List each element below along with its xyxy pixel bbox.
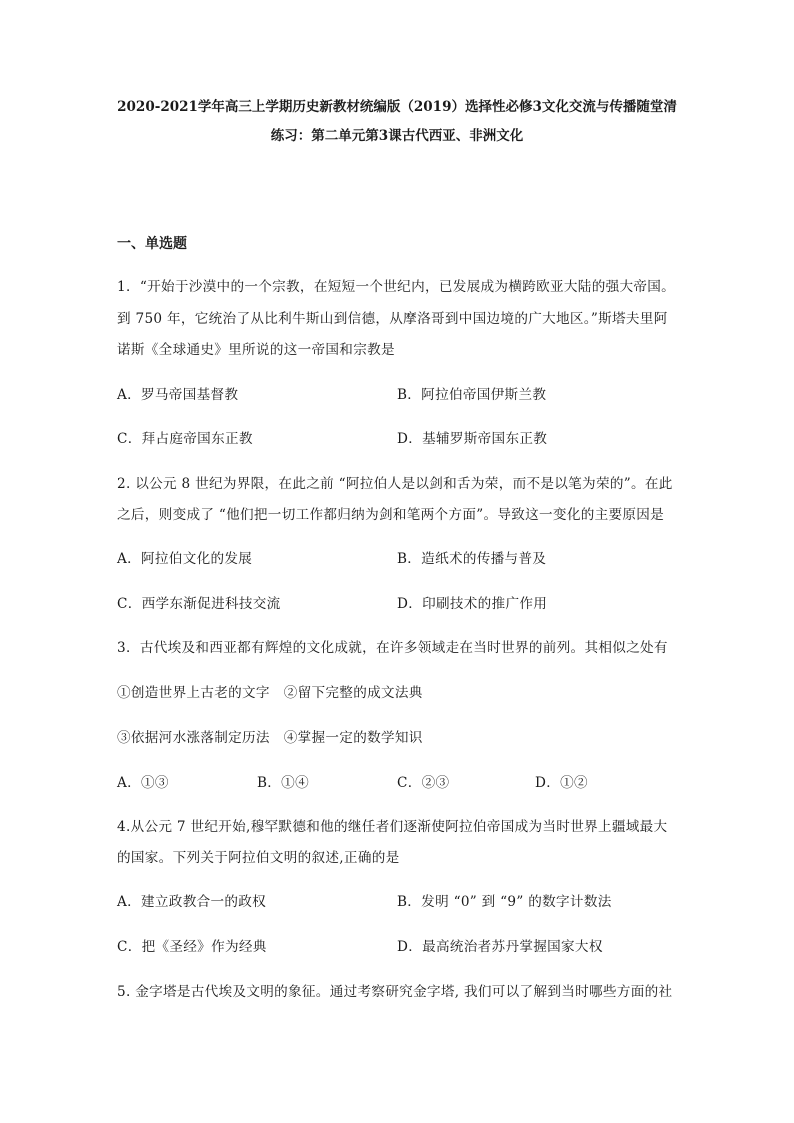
question-1-option-b[interactable]: B．阿拉伯帝国伊斯兰教 bbox=[397, 387, 547, 403]
question-2-option-d[interactable]: D．印刷技术的推广作用 bbox=[397, 596, 548, 612]
question-4-line-2: 的国家。下列关于阿拉伯文明的叙述,正确的是 bbox=[117, 850, 400, 866]
question-3-option-a[interactable]: A．①③ bbox=[117, 775, 169, 791]
question-1-option-a[interactable]: A．罗马帝国基督教 bbox=[117, 387, 239, 403]
question-4-option-d[interactable]: D．最高统治者苏丹掌握国家大权 bbox=[397, 939, 603, 955]
question-5-line-1: 5. 金字塔是古代埃及文明的象征。通过考察研究金字塔, 我们可以了解到当时哪些方面的社 bbox=[117, 984, 673, 1000]
section-heading: 一、单选题 bbox=[117, 236, 187, 252]
question-2-line-1: 2. 以公元 8 世纪为界限，在此之前 “阿拉伯人是以剑和舌为荣，而不是以笔为荣的”。在此 bbox=[117, 476, 673, 492]
question-3-option-d[interactable]: D．①② bbox=[535, 775, 588, 791]
question-3-option-b[interactable]: B．①④ bbox=[257, 775, 309, 791]
question-4-option-a[interactable]: A．建立政教合一的政权 bbox=[117, 894, 267, 910]
question-2-option-b[interactable]: B．造纸术的传播与普及 bbox=[397, 551, 547, 567]
question-4-line-1: 4.从公元 7 世纪开始,穆罕默德和他的继任者们逐渐使阿拉伯帝国成为当时世界上疆域最大 bbox=[117, 819, 668, 835]
question-3-option-c[interactable]: C．②③ bbox=[397, 775, 450, 791]
question-3-line-1: 3．古代埃及和西亚都有辉煌的文化成就，在许多领域走在当时世界的前列。其相似之处有 bbox=[117, 640, 668, 656]
question-4-option-c[interactable]: C．把《圣经》作为经典 bbox=[117, 939, 267, 955]
question-4-option-b[interactable]: B．发明 “0” 到 “9” 的数字计数法 bbox=[397, 894, 612, 910]
title-line-1: 2020-2021学年高三上学期历史新教材统编版（2019）选择性必修3文化交流与传播随堂清 bbox=[117, 99, 677, 115]
question-1-line-2: 到 750 年，它统治了从比利牛斯山到信德，从摩洛哥到中国边境的广大地区。”斯塔夫里阿 bbox=[117, 311, 668, 327]
question-2-line-2: 之后，则变成了 “他们把一切工作都归纳为剑和笔两个方面”。导致这一变化的主要原因是 bbox=[117, 507, 665, 523]
question-2-option-a[interactable]: A．阿拉伯文化的发展 bbox=[117, 551, 253, 567]
question-1-line-1: 1．“开始于沙漠中的一个宗教，在短短一个世纪内，已发展成为横跨欧亚大陆的强大帝国。 bbox=[117, 279, 676, 295]
question-2-option-c[interactable]: C．西学东渐促进科技交流 bbox=[117, 596, 281, 612]
question-1-line-3: 诺斯《全球通史》里所说的这一帝国和宗教是 bbox=[117, 342, 395, 358]
title-line-2: 练习：第二单元第3课古代西亚、非洲文化 bbox=[270, 128, 524, 144]
question-1-option-d[interactable]: D．基辅罗斯帝国东正教 bbox=[397, 431, 548, 447]
question-3-line-3: ③依据河水涨落制定历法 ④掌握一定的数学知识 bbox=[117, 730, 423, 746]
document-title bbox=[117, 93, 677, 151]
question-3-line-2: ①创造世界上古老的文字 ②留下完整的成文法典 bbox=[117, 685, 423, 701]
question-1-option-c[interactable]: C．拜占庭帝国东正教 bbox=[117, 431, 253, 447]
